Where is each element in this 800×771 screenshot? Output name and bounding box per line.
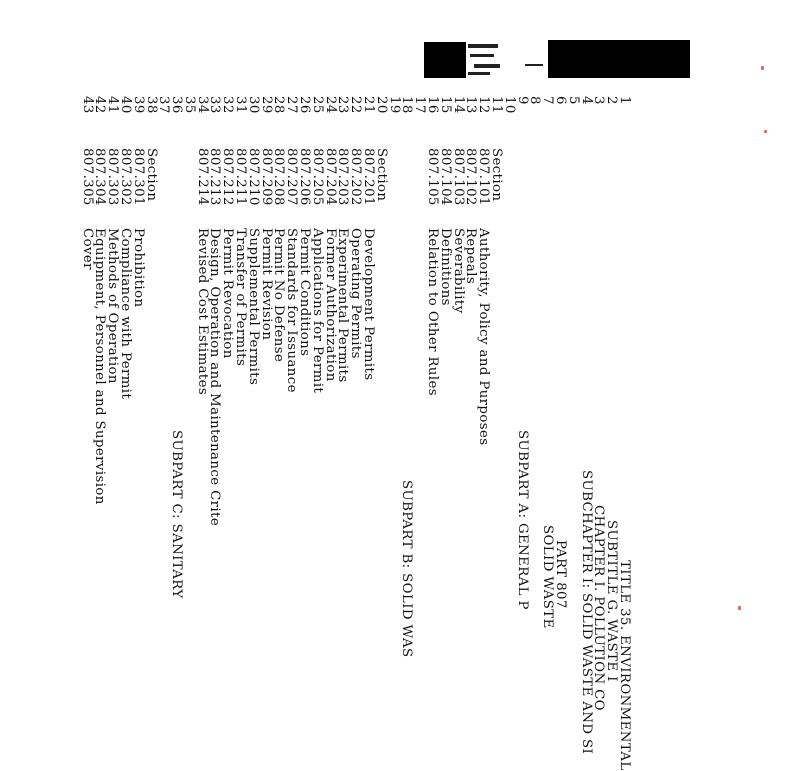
line-number: 14 <box>450 96 466 114</box>
section-number: 807.201 <box>361 148 377 206</box>
section-title: Transfer of Permits <box>233 228 249 367</box>
section-number: 807.212 <box>220 148 236 206</box>
line-number: 32 <box>220 96 236 114</box>
section-number: 807.207 <box>284 148 300 206</box>
section-number: 807.202 <box>348 148 364 206</box>
section-title: Methods of Operation <box>105 228 121 384</box>
line-number: 3 <box>591 96 607 105</box>
document-line <box>182 0 195 640</box>
line-number: 39 <box>130 96 146 114</box>
section-title: Permit Conditions <box>297 228 313 357</box>
line-number: 27 <box>284 96 300 114</box>
line-number: 36 <box>169 96 185 114</box>
section-title: Definitions <box>437 228 453 306</box>
chapter-heading: CHAPTER I. POLLUTION CO <box>591 505 607 711</box>
line-number: 21 <box>361 96 377 114</box>
line-number: 38 <box>143 96 159 114</box>
section-number: 807.210 <box>245 148 261 206</box>
chapter-heading: SUBTITLE G. WASTE I <box>604 520 620 682</box>
section-number: 807.305 <box>79 148 95 206</box>
section-number: 807.101 <box>476 148 492 206</box>
line-number: 31 <box>233 96 249 114</box>
section-title: Authority, Policy and Purposes <box>476 228 492 446</box>
scan-speck <box>764 130 767 133</box>
line-number: 16 <box>425 96 441 114</box>
line-number: 43 <box>79 96 95 114</box>
line-number: 8 <box>527 96 543 105</box>
line-number: 4 <box>578 96 594 105</box>
line-number: 10 <box>501 96 517 114</box>
section-number: 807.304 <box>92 148 108 206</box>
section-title: Permit No Defense <box>271 228 287 363</box>
line-number: 17 <box>412 96 428 114</box>
section-number: 807.214 <box>194 148 210 206</box>
document-line <box>540 0 556 640</box>
section-title: Operating Permits <box>348 228 364 359</box>
subpart-heading: SUBPART C: SANITARY <box>169 430 185 599</box>
section-title: Applications for Permit <box>309 228 325 394</box>
line-number: 24 <box>322 96 338 114</box>
section-title: Severability <box>450 228 466 314</box>
section-title: Design, Operation and Maintenance Crite <box>207 228 223 527</box>
line-number: 37 <box>156 96 172 114</box>
document-line <box>169 0 185 640</box>
section-title: Experimental Permits <box>335 228 351 383</box>
section-number: 807.209 <box>258 148 274 206</box>
document-line <box>412 0 428 640</box>
document-line <box>617 0 632 771</box>
line-number: 33 <box>207 96 223 114</box>
section-title: Former Authorization <box>322 228 338 382</box>
section-number: 807.205 <box>309 148 325 206</box>
line-number: 2 <box>604 96 620 105</box>
document-line <box>348 0 364 640</box>
line-number: 15 <box>437 96 453 114</box>
line-number: 23 <box>335 96 351 114</box>
section-number: Section <box>489 148 505 202</box>
section-title: Repeals <box>463 228 479 285</box>
section-title: Development Permits <box>361 228 377 381</box>
section-number: 807.203 <box>335 148 351 206</box>
section-title: Prohibition <box>130 228 146 308</box>
document-line <box>361 0 377 640</box>
line-number: 9 <box>514 96 530 105</box>
section-number: 807.103 <box>450 148 466 206</box>
section-number: 807.303 <box>105 148 121 206</box>
document-line <box>246 0 259 640</box>
line-number: 13 <box>463 96 479 114</box>
document-line <box>425 0 441 640</box>
section-number: 807.206 <box>297 148 313 206</box>
line-number: 12 <box>476 96 492 114</box>
section-title: Permit Revocation <box>220 228 236 359</box>
line-number: 22 <box>348 96 364 114</box>
document-line <box>604 0 620 682</box>
section-number: 807.301 <box>130 148 146 206</box>
document-line <box>476 0 492 640</box>
section-title: Revised Cost Estimates <box>194 228 210 396</box>
section-number: 807.204 <box>322 148 338 206</box>
document-line <box>489 0 505 640</box>
section-number: Section <box>373 148 389 202</box>
section-number: 807.302 <box>117 148 133 206</box>
section-title: Supplemental Permits <box>245 228 261 386</box>
document-line <box>118 0 131 640</box>
document-line <box>297 0 313 640</box>
scan-speck <box>738 606 741 610</box>
line-number: 34 <box>194 96 210 114</box>
document-line <box>233 0 249 640</box>
line-number: 1 <box>617 96 632 105</box>
section-number: 807.213 <box>207 148 223 206</box>
line-number: 11 <box>489 96 505 114</box>
line-number: 41 <box>105 96 121 114</box>
section-number: 807.104 <box>437 148 453 206</box>
line-number: 19 <box>386 96 402 114</box>
scan-speck <box>761 66 764 70</box>
chapter-heading: SUBCHAPTER I: SOLID WASTE AND SI <box>578 470 594 755</box>
section-number: 807.102 <box>463 148 479 206</box>
document-body <box>30 0 632 771</box>
section-title: Standards for Issuance <box>284 228 300 393</box>
section-title: Relation to Other Rules <box>425 228 441 397</box>
line-number: 35 <box>181 96 197 114</box>
section-number: Section <box>143 148 159 202</box>
line-number: 6 <box>553 96 569 105</box>
line-number: 25 <box>309 96 325 114</box>
line-number: 18 <box>399 96 415 114</box>
section-title: Equipment, Personnel and Supervision <box>92 228 108 505</box>
line-number: 29 <box>258 96 274 114</box>
section-title: Cover <box>79 228 95 270</box>
line-number: 7 <box>540 96 556 105</box>
section-number: 807.105 <box>425 148 441 206</box>
document-line <box>80 0 93 640</box>
section-title: Compliance with Permit <box>117 228 133 400</box>
document-line <box>284 0 300 640</box>
line-number: 28 <box>271 96 287 114</box>
document-line <box>105 0 121 640</box>
part-heading: PART 807 <box>553 540 569 609</box>
document-line <box>221 0 234 640</box>
section-number: 807.208 <box>271 148 287 206</box>
subpart-heading: SUBPART A: GENERAL P <box>514 430 530 610</box>
chapter-heading: TITLE 35. ENVIRONMENTAL <box>617 560 632 771</box>
document-line <box>553 0 569 640</box>
line-number: 5 <box>565 96 581 105</box>
part-subheading: SOLID WASTE <box>540 525 556 629</box>
section-title: Permit Revision <box>258 228 274 341</box>
section-number: 807.211 <box>233 148 249 206</box>
line-number: 40 <box>117 96 133 114</box>
line-number: 42 <box>92 96 108 114</box>
subpart-heading: SUBPART B: SOLID WAS <box>399 480 415 658</box>
line-number: 20 <box>373 96 389 114</box>
line-number: 30 <box>245 96 261 114</box>
line-number: 26 <box>297 96 313 114</box>
